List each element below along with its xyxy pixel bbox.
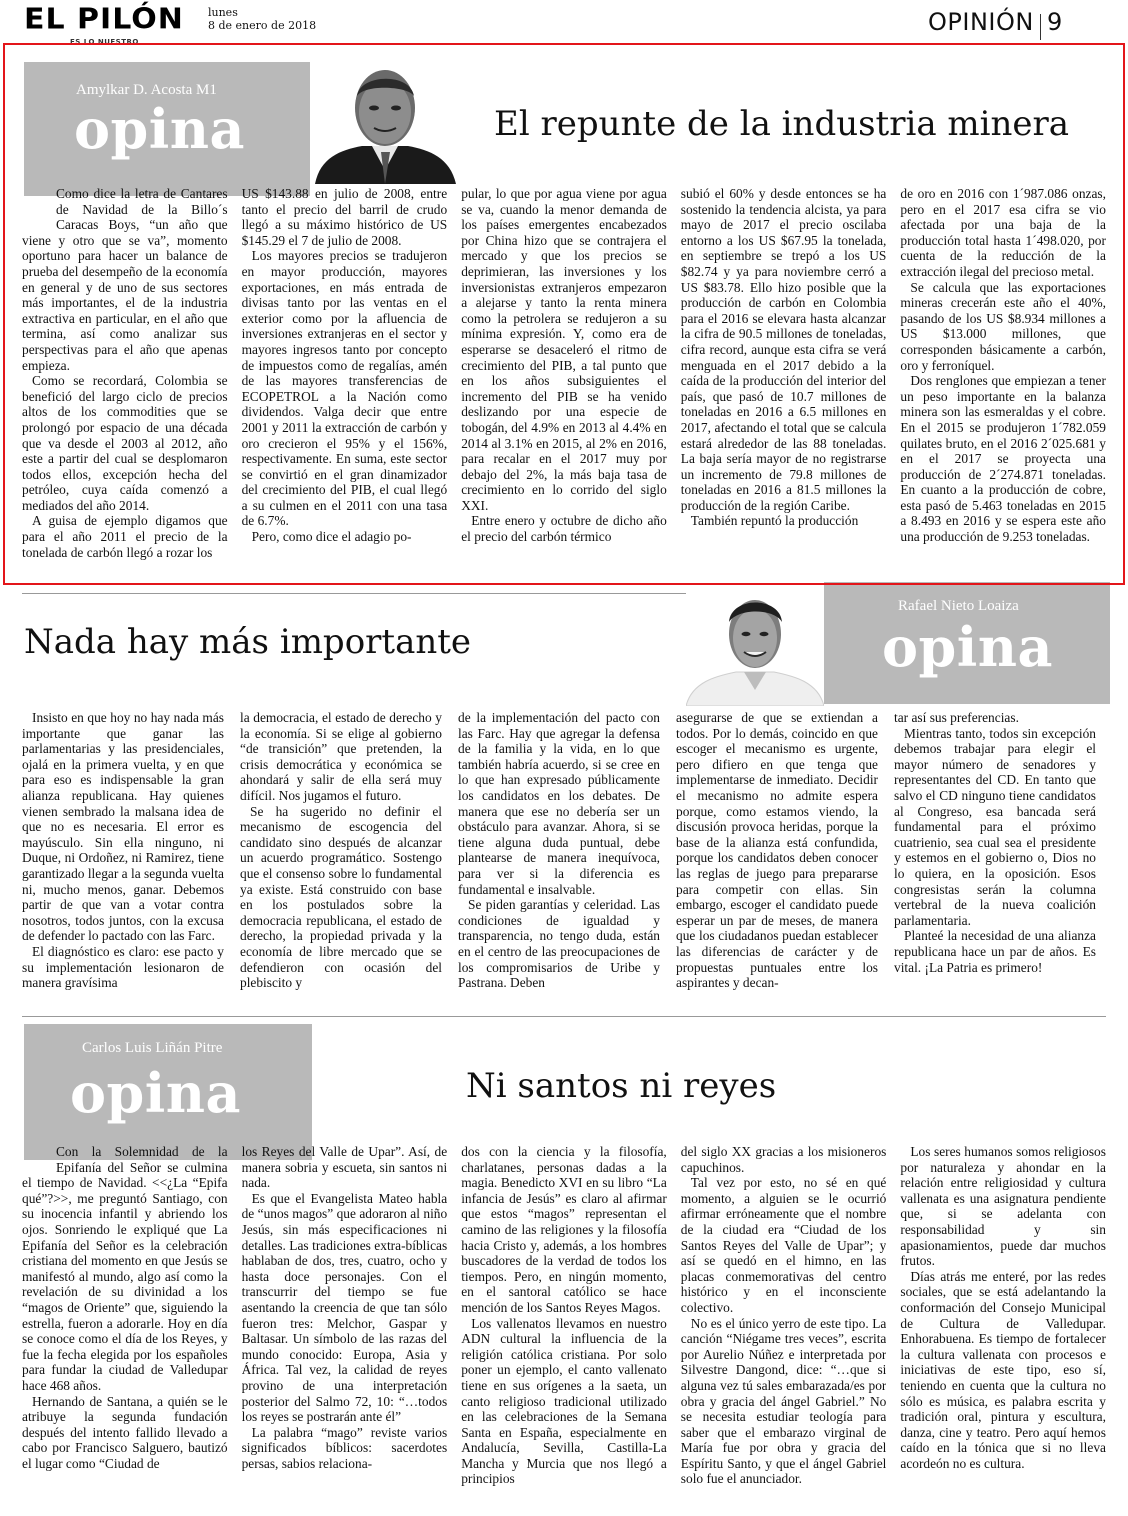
text-column <box>242 1144 448 1512</box>
author-photo <box>686 590 824 706</box>
author-photo <box>310 62 460 184</box>
paragraph: Dos renglones que empiezan a tener un peso importante en la balanza minera son las esmeraldas y el cobre. En el 2015 se produjeron 1´782.059 quilates bruto, en el 2016 2´025.681 y en el 2017 se proyecta una producción de 2´274.871 toneladas. En cuanto a la producción de cobre, esta pasó de 5.463 toneladas en 2015 a 8.493 en 2016 y se espera este año una producción de 9.253 toneladas. <box>900 373 1106 545</box>
paragraph: de la implementación del pacto con las Farc. Hay que agregar la defensa de la familia y la vida, en lo que también habría acuerdo, si se cree en lo que han expresado públicamente los candidatos en los debates. De manera que ese no debería ser un obstáculo para avanzar. Ahora, si se tiene alguna duda puntual, debe plantearse de manera inequívoca, para ver si la diferencia es fundamental e insalvable. <box>458 710 660 897</box>
paragraph: Entre enero y octubre de dicho año el precio del carbón térmico <box>461 513 667 545</box>
paragraph: tar así sus preferencias. <box>894 710 1019 725</box>
newspaper-logo[interactable]: EL PILÓN <box>24 2 184 37</box>
text-column <box>681 1144 887 1512</box>
paragraph: El diagnóstico es claro: ese pacto y su implementación lesionaron de manera gravísima <box>22 943 224 991</box>
text-column <box>676 710 878 1012</box>
text-column <box>22 186 228 574</box>
banner-wrap-space <box>22 1144 56 1174</box>
paragraph: Se calcula que las exportaciones mineras crecerán este año el 40%, pasando de los US $8.934 millones a US $13.000 millones, que corresponden básicamente a carbón, oro y ferroníquel. <box>900 279 1106 373</box>
paragraph: Los seres humanos somos religiosos por naturaleza y ahondar en la relación entre religiosidad y cultura vallenata es una asignatura pendiente que, si se adelanta con responsabilidad y sin apasionamientos, puede dar muchos frutos. <box>900 1144 1106 1269</box>
paragraph: Se ha sugerido no definir el mecanismo de escogencia del candidato sino después de alcanzar un acuerdo programático. Sostengo que el consenso sobre lo fundamental ya existe. Está construido con base en los postulados sobre la democracia republicana, el estado de derecho, la propiedad privada y la economía de libre mercado que se defendieron con ocasión del plebiscito y <box>240 803 442 991</box>
paragraph: Insisto en que hoy no hay nada más importante que ganar las parlamentarias y las presidenciales, ojalá en la primera vuelta, y en que para eso es indispensable la gran alianza republicana. Hay quienes vienen sembrado la malsana idea de que no es necesaria. El error es mayúsculo. Sin ella ninguno, ni Duque, ni Ordoñez, ni Ramirez, tiene garantizado llegar a la segunda vuelta ni, mucho menos, ganar. Debemos partir de que van a votar contra nosotros, todos juntos, con la excusa de defender lo pactado con las Farc. <box>22 710 224 944</box>
text-column <box>240 710 442 1012</box>
text-column <box>22 1144 228 1512</box>
paragraph: Hernando de Santana, a quién se le atribuye la segunda fundación después del intento fallido llevado a cabo por Francisco Salguero, bautizó el lugar como “Ciudad de <box>22 1393 228 1471</box>
issue-weekday: lunes <box>208 6 238 19</box>
issue-date <box>208 6 316 32</box>
paragraph: los Reyes del Valle de Upar”. Así, de manera sobria y escueta, sin santos ni nada. <box>241 1144 448 1191</box>
paragraph: Como se recordará, Colombia se benefició del largo ciclo de precios altos de los commodities que se prolongó por espacio de una década que va desde el 2003 al 2012, año este a partir del cual se desplomaron todos ellos, excepción hecha del petróleo, cuya caída comenzó a mediados del año 2014. <box>22 373 228 513</box>
paragraph: Los vallenatos llevamos en nuestro ADN cultural la influencia de la religión católica cristiana. Por solo poner un ejemplo, el canto vallenato tiene en sus orígenes a la saeta, un canto religioso tradicional utilizado en las celebraciones de la Semana Santa en España, especialmente en Andalucía, Sevilla, Castilla-La Mancha y Murcia que nos llegó a principios <box>461 1315 667 1487</box>
paragraph: A guisa de ejemplo digamos que para el año 2011 el precio de la tonelada de carbón llegó a rozar los <box>22 513 228 560</box>
header-divider <box>1040 14 1041 40</box>
author-name: Amylkar D. Acosta M1 <box>76 82 217 98</box>
paragraph: Es que el Evangelista Mateo habla de “unos magos” que adoraron al niño Jesús, sin más especificaciones ni detalles. Las tradiciones extra-bíblicas hablaban de dos, tres, cuatro, ocho y hasta doce personajes. Con el transcurrir del tiempo se fue asentando la creencia de que tan sólo fueron tres: Melchor, Gaspar y Baltasar. Un símbolo de las razas del mundo conocido: Europa, Asia y África. Tal vez, la calidad de reyes provino de una interpretación posterior del Salmo 72, 10: “…todos los reyes se postrarán ante él” <box>241 1190 448 1425</box>
text-column <box>681 186 887 574</box>
text-column <box>242 186 448 574</box>
paragraph: Pero, como dice el adagio po- <box>251 529 412 545</box>
paragraph: Se piden garantías y celeridad. Las condiciones de igualdad y transparencia, no tengo duda, están en el centro de las preocupaciones de los compromisarios de Uribe y Pastrana. Deben <box>458 897 660 991</box>
paragraph: Planteé la necesidad de una alianza republicana hace un par de años. Es vital. ¡La Patria es primero! <box>894 928 1096 975</box>
opina-label: opina <box>74 97 246 161</box>
paragraph: Tal vez por esto, no sé en qué momento, a alguien se le ocurrió afirmar erróneamente que el nombre de la ciudad era “Ciudad de los Santos Reyes del Valle de Upar”; y así se quedó en el himno, en las placas conmemorativas del centro histórico y en el inconsciente colectivo. <box>680 1175 887 1315</box>
text-column <box>900 186 1106 574</box>
paragraph: Como dice la letra de Cantares de Navidad de la Billo´s Caracas Boys, “un año que viene y otro que se va”, momento oportuno para hacer un balance de prueba del desempeño de la economía en general y de uno de sus sectores más importantes, el de la industria extractiva en particular, en el año que termina, así como analizar sus perspectivas para el año que apenas empieza. <box>22 186 228 373</box>
issue-full-date: 8 de enero de 2018 <box>208 19 317 32</box>
text-column <box>22 710 224 1012</box>
paragraph: Días atrás me enteré, por las redes sociales, que se está adelantando la conformación del Consejo Municipal de Cultura de Valledupar. Enhorabuena. Es tiempo de fortalecer la cultura vallenata con procesos e iniciativas de este tipo, eso sí, teniendo en cuenta que la cultura no sólo es música, es palabra escrita y tradición oral, pintura y escultura, danza, cine y teatro. Pero aquí hemos caído en la tónica que si no lleva acordeón no es cultura. <box>900 1268 1106 1471</box>
author-name: Carlos Luis Liñán Pitre <box>82 1040 223 1056</box>
paragraph: Los mayores precios se tradujeron en mayor producción, mayores exportaciones, en más entrada de divisas tanto por las ventas en el exterior como por la afluencia de inversiones extranjeras en el sector y mayores ingresos tanto por concepto de impuestos como de regalías, amén de las mayores transferencias de ECOPETROL a la Nación como dividendos. Valga decir que entre 2001 y 2011 la extracción de carbón y oro crecieron el 95% y el 156%, respectivamente. En suma, este sector se convirtió en el gran dinamizador del crecimiento del PIB, el cual llegó a su culmen en el 2011 con una tasa de 6.7%. <box>241 248 448 529</box>
text-column <box>461 1144 667 1512</box>
section-title: OPINIÓN <box>928 8 1034 36</box>
opina-label: opina <box>882 615 1054 679</box>
page-header <box>0 0 1128 46</box>
paragraph: No es el único yerro de este tipo. La canción “Niégame tres veces”, escrita por Aurelio Núñez e interpretada por Silvestre Dangond, dice: “…que si alguna vez tú sales embarazada/es por obra y gracia del ángel Gabriel.” No se necesita estudiar teología para saber que el embarazo virginal de María fue por obra y gracia del Espíritu Santo, y que el ángel Gabriel solo fue el anunciador. <box>680 1315 887 1487</box>
text-column <box>900 1144 1106 1512</box>
article-headline: Nada hay más importante <box>24 622 472 662</box>
opina-label: opina <box>70 1061 242 1125</box>
paragraph: asegurarse de que se extiendan a todos. Por lo demás, coincido en que escoger el mecanismo es urgente, pero difiero en que tenga que implementarse de inmediato. Decidir el mecanismo no admite espera porque, como estamos viendo, la discusión provoca heridas, porque la base de la alianza está confundida, porque los candidatos deben conocer las reglas de juego para prepararse para competir con ellas. Sin embargo, escoger el candidato puede esperar un par de meses, de manera que los ciudadanos puedan establecer las diferencias de carácter y de propuestas puntuales entre los aspirantes y decan- <box>676 710 878 991</box>
opina-banner <box>24 1024 312 1160</box>
article-body <box>22 186 1106 574</box>
text-column <box>461 186 667 574</box>
paragraph: También repuntó la producción <box>690 513 859 529</box>
article-body <box>22 1144 1106 1512</box>
paragraph: Mientras tanto, todos sin excepción debemos trabajar para elegir el mayor número de senadores y representantes del CD. En tanto que salvo el CD ninguno tiene candidatos al Congreso, esa bancada será fundamental para el próximo cuatrienio, sea cual sea el presidente y estemos en el gobierno o, Dios no lo quiera, en la oposición. Esos congresistas serán la columna vertebral de la nueva coalición parlamentaria. <box>894 725 1096 928</box>
page-number: 9 <box>1047 8 1063 36</box>
paragraph: US $143.88 en julio de 2008, entre tanto el precio del barril de crudo llegó a su máximo histórico de US $145.29 el 7 de julio de 2008. <box>241 186 448 248</box>
logo-tagline: ES LO NUESTRO <box>70 38 139 46</box>
paragraph: subió el 60% y desde entonces se ha sostenido la tendencia alcista, ya para mayo de 2017 el precio oscilaba entorno a los US $67.95 la tonelada, en septiembre se trepó a los US $82.74 y ya para noviembre cerró a US $83.78. Ello hizo posible que la producción de carbón en Colombia para el 2016 se elevara hasta alcanzar la cifra de 90.5 millones de toneladas, cifra record, aunque esta cifra se verá menguada en el 2017 debido a la caída de la producción del interior del país, que pasó de 10.7 millones de toneladas en 2016 a 6.5 millones en 2017, afectando el total que se calcula estará alrededor de las 88 toneladas. La baja sería mayor de no registrarse un incremento de 79.8 millones de toneladas en 2016 a 81.5 millones la producción de la región Caribe. <box>680 186 887 513</box>
paragraph: La palabra “mago” reviste varios significados bíblicos: sacerdotes persas, sabios relaciona- <box>241 1424 448 1471</box>
article-headline: Ni santos ni reyes <box>466 1066 777 1106</box>
paragraph: Con la Solemnidad de la Epifanía del Señor se culmina el tiempo de Navidad. <<¿La “Epifa qué”?>>, me preguntó Santiago, con su inocencia infantil y abriendo los ojos. Sonriendo le expliqué que La Epifanía del Señor es la celebración cristiana del momento en que Jesús se manifestó al mundo, algo así como la revelación de su divinidad a los “magos de Oriente” que, siguiendo la estrella, fueron a adorarle. Hoy en día se conoce como el día de los Reyes, y fue la fecha elegida por los españoles para fundar la ciudad de Valledupar hace 468 años. <box>22 1144 228 1393</box>
paragraph: la democracia, el estado de derecho y la economía. Si se elige al gobierno “de transición” que pretenden, la crisis democrática y económica se ahondará y salir de ella será muy difícil. Nos jugamos el futuro. <box>240 710 442 803</box>
text-column <box>458 710 660 1012</box>
photo-wrap-space <box>22 186 56 232</box>
paragraph: dos con la ciencia y la filosofía, charlatanes, personas dadas a la magia. Benedicto XVI en su libro “La infancia de Jesús” es claro al afirmar que estos “magos” representan el camino de las religiones y la filosofía hacia Cristo y, además, a los hombres buscadores de la verdad de todos los tiempos. Pero, en ningún momento, en el santoral católico se hace mención de los Santos Reyes Magos. <box>461 1144 667 1315</box>
article-divider <box>22 1016 1106 1017</box>
article-headline: El repunte de la industria minera <box>494 104 1070 144</box>
paragraph: del siglo XX gracias a los misioneros capuchinos. <box>680 1144 887 1175</box>
text-column <box>894 710 1096 1012</box>
article-body <box>22 710 1106 1012</box>
opina-banner <box>824 582 1110 704</box>
paragraph: de oro en 2016 con 1´987.086 onzas, pero en el 2017 esa cifra se vio afectada por una baja de la producción total hasta 1´498.020, por cuenta de la reducción de la extracción ilegal del precioso metal. <box>900 186 1106 279</box>
paragraph: pular, lo que por agua viene por agua se va, cuando la menor demanda de los países emergentes encabezados por China hizo que se contrajera el mercado y que los precios se deprimieran, las inversiones y los inversionistas extranjeros empezaron a alejarse y tanto la renta minera como la petrolera se redujeron a su mínima expresión. Y, como era de esperarse se desaceleró el ritmo de crecimiento del PIB, a tal punto que en los años subsiguientes el incremento del PIB se ha venido deslizando por una especie de tobogán, del 4.9% en 2013 al 4.4% en 2014 al 3.1% en 2015, al 2% en 2016, para recalar en el 2017 muy por debajo del 2%, la más baja tasa de crecimiento en lo corrido del siglo XXI. <box>461 186 667 513</box>
opina-banner <box>24 62 310 196</box>
author-name: Rafael Nieto Loaiza <box>898 598 1019 614</box>
